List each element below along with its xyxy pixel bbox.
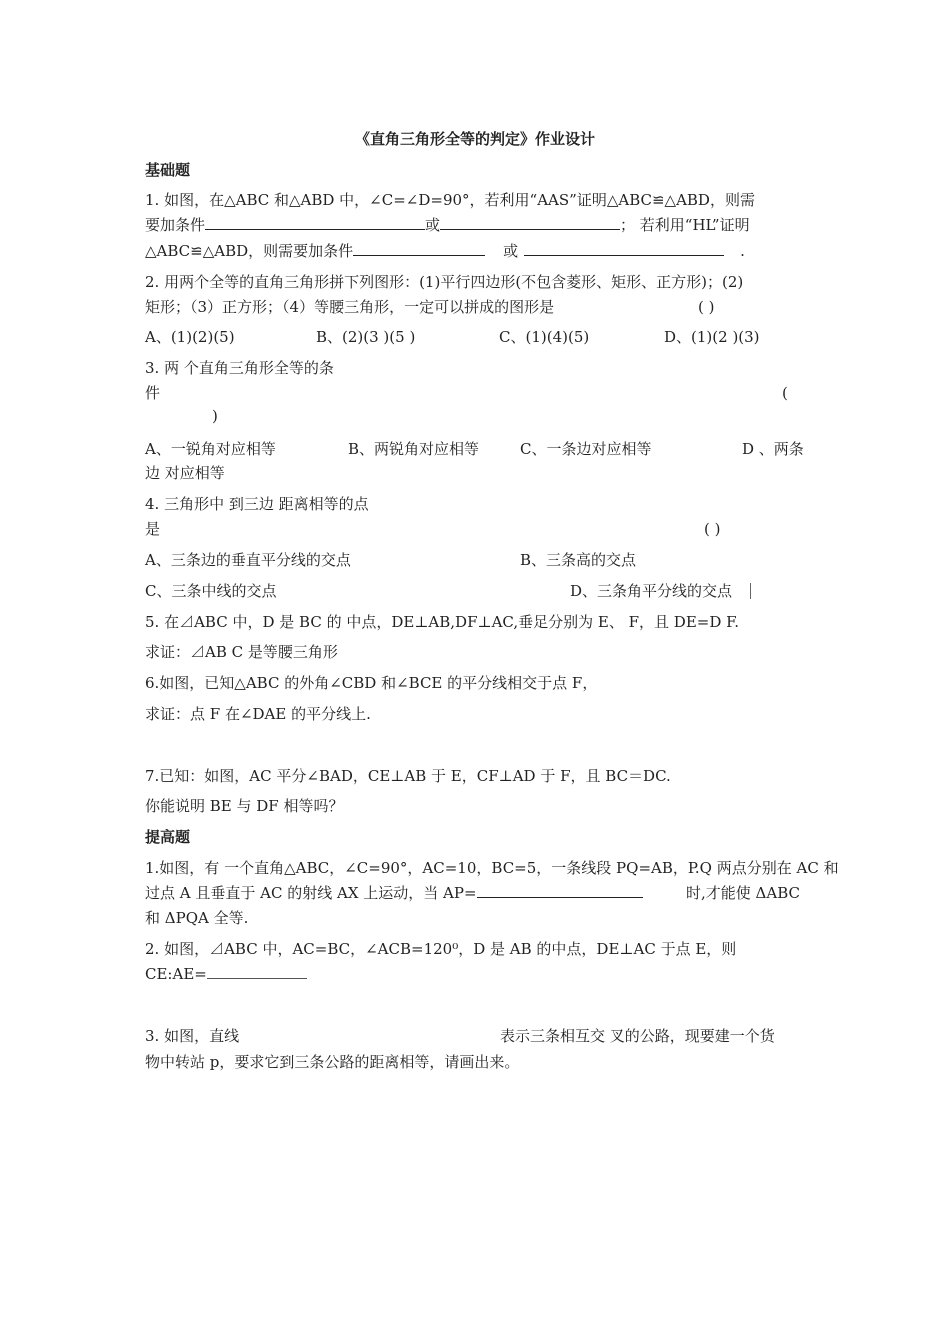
adv-q3-line1-tail: 表示三条相互交 叉的公路，现要建一个货 (500, 1027, 775, 1045)
answer-blank[interactable] (353, 241, 485, 256)
q1-line3-end: . (740, 242, 745, 260)
q2-option-a: A、(1)(2)(5) (145, 328, 235, 346)
q1-line1: 1. 如图，在△ABC 和△ABD 中，∠C=∠D=90°，若利用“AAS”证明△ABC≌△ABD，则需 (145, 191, 755, 209)
q1-line3-or: 或 (503, 242, 519, 260)
text-cursor (750, 583, 751, 599)
adv-q1-line2-tail: 时,才能使 ΔABC (686, 884, 800, 902)
answer-blank[interactable] (477, 883, 643, 898)
q4-answer-paren[interactable]: ( ) (704, 520, 721, 538)
q3-paren-open[interactable]: ( (782, 384, 788, 402)
q6-line1: 6.如图，已知△ABC 的外角∠CBD 和∠BCE 的平分线相交于点 F， (145, 674, 598, 692)
q4-option-a: A、三条边的垂直平分线的交点 (145, 551, 351, 569)
q3-option-a: A、一锐角对应相等 (145, 440, 276, 458)
section-heading-advanced: 提高题 (145, 828, 191, 846)
q2-option-d: D、(1)(2 )(3) (664, 328, 760, 346)
adv-q1-line2-text: 过点 A 且垂直于 AC 的射线 AX 上运动，当 AP= (145, 884, 477, 902)
q4-line2: 是 (145, 520, 161, 538)
q1-line2-text: 要加条件 (145, 216, 206, 234)
answer-blank[interactable] (205, 215, 425, 230)
q2-line2: 矩形；（3）正方形；（4）等腰三角形，一定可以拼成的图形是 (145, 298, 555, 316)
adv-q2-line2-text: CE:AE= (145, 965, 207, 983)
q3-line1: 3. 两 个直角三角形全等的条 (145, 359, 334, 377)
q3-option-b: B、两锐角对应相等 (348, 440, 480, 458)
q5-line1: 5. 在⊿ABC 中，D 是 BC 的 中点，DE⊥AB,DF⊥AC,垂足分别为 E、 F，且 DE=D F. (145, 613, 739, 631)
q4-option-d: D、三条角平分线的交点 (570, 582, 733, 600)
q3-option-d-cont: 边 对应相等 (145, 464, 225, 482)
answer-blank[interactable] (207, 964, 307, 979)
q2-option-c: C、(1)(4)(5) (499, 328, 590, 346)
q2-line1: 2. 用两个全等的直角三角形拼下列图形：(1)平行四边形(不包含菱形、矩形、正方形)；(2) (145, 273, 744, 291)
q3-paren-close[interactable]: ) (212, 407, 218, 425)
q4-line1: 4. 三角形中 到三边 距离相等的点 (145, 495, 369, 513)
adv-q2-line1: 2. 如图，⊿ABC 中，AC=BC，∠ACB=120⁰，D 是 AB 的中点，DE⊥AC 于点 E，则 (145, 940, 737, 958)
adv-q2-line2 (145, 964, 307, 984)
adv-q3-line1: 3. 如图，直线 (145, 1027, 240, 1045)
adv-q3-line2: 物中转站 p，要求它到三条公路的距离相等，请画出来。 (145, 1053, 520, 1071)
q4-option-c: C、三条中线的交点 (145, 582, 277, 600)
q7-line2: 你能说明 BE 与 DF 相等吗？ (145, 797, 344, 815)
q6-line2: 求证：点 F 在∠DAE 的平分线上. (145, 705, 371, 723)
adv-q1-line3: 和 ΔPQA 全等. (145, 909, 249, 927)
q3-line2: 件 (145, 384, 161, 402)
q1-line2-tail: ； 若利用“HL”证明 (620, 216, 750, 234)
q7-line1: 7.已知：如图，AC 平分∠BAD，CE⊥AB 于 E，CF⊥AD 于 F，且 BC＝DC. (145, 767, 671, 785)
q1-or: 或 (425, 216, 441, 234)
q5-line2: 求证：⊿AB C 是等腰三角形 (145, 643, 338, 661)
adv-q1-line2 (145, 883, 643, 903)
q1-line2 (145, 215, 750, 235)
document-title: 《直角三角形全等的判定》作业设计 (354, 130, 595, 148)
q3-option-c: C、一条边对应相等 (520, 440, 652, 458)
answer-blank[interactable] (440, 215, 620, 230)
q1-line3-text: △ABC≌△ABD，则需要加条件 (145, 242, 354, 260)
q3-option-d: D 、两条 (742, 440, 804, 458)
q2-option-b: B、(2)(3 )(5 ) (316, 328, 416, 346)
q4-option-b: B、三条高的交点 (520, 551, 637, 569)
q2-answer-paren[interactable]: ( ) (698, 298, 715, 316)
answer-blank[interactable] (524, 241, 724, 256)
adv-q1-line1: 1.如图，有 一个直角△ABC，∠C=90°，AC=10，BC=5，一条线段 PQ=AB，P.Q 两点分别在 AC 和 (145, 859, 839, 877)
q1-line3 (145, 241, 745, 261)
section-heading-basic: 基础题 (145, 161, 191, 179)
